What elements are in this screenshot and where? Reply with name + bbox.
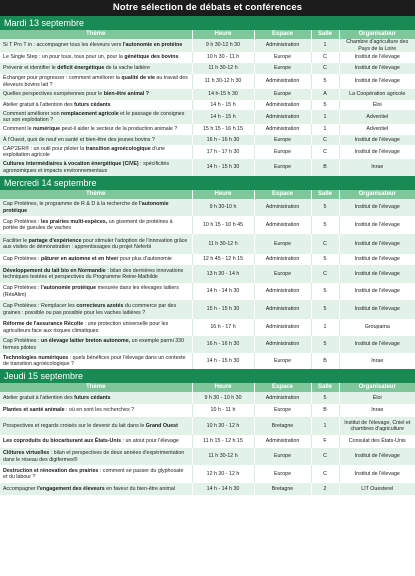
theme-highlight: l'autonomie protéique [3, 201, 169, 214]
session-theme [0, 89, 192, 100]
theme-text-end: : bilan des dernières innovations techniques testées et perspectives du Programme Reine-Mathilde [3, 267, 184, 280]
session-theme [0, 465, 192, 483]
session-theme [0, 283, 192, 300]
theme-highlight: futurs cédants [74, 101, 111, 108]
theme-text-end: : quels bénéfices pour l'élevage dans un contexte de transition agroécologique ? [3, 354, 186, 367]
session-theme [0, 265, 192, 283]
session-space: Europe [254, 448, 311, 465]
session-organizer: La Coopération agricole [339, 89, 415, 100]
session-room: F [311, 435, 339, 448]
session-space: Europe [254, 159, 311, 176]
session-organizer: LIT Ouesterel [339, 483, 415, 495]
session-space: Administration [254, 124, 311, 135]
theme-text: Cap Protéines : [3, 256, 41, 263]
table-row [0, 300, 415, 319]
theme-text: Atelier gratuit à l'attention des [3, 394, 75, 401]
session-space: Europe [254, 145, 311, 159]
col-header-organisateur: Organisateur [339, 190, 415, 199]
session-room: 5 [311, 392, 339, 404]
session-room: 1 [311, 319, 339, 336]
table-row [0, 199, 415, 216]
session-space: Administration [254, 283, 311, 300]
table-header-row [0, 30, 415, 39]
theme-text: Prévenir et identifier le [3, 65, 58, 72]
session-theme [0, 448, 192, 465]
session-theme [0, 435, 192, 448]
col-header-theme: Thème [0, 30, 192, 39]
table-row [0, 216, 415, 234]
theme-text-end: de la vache laitière [104, 65, 150, 72]
col-header-heure: Heure [192, 383, 254, 392]
table-row [0, 89, 415, 100]
theme-text-end: un exemple parmi 330 fermes pilotes [3, 338, 185, 351]
session-room: C [311, 145, 339, 159]
theme-text: Le Single Step : un pour tous, tous pour un, pour la [3, 54, 125, 61]
session-room: 5 [311, 283, 339, 300]
table-row [0, 234, 415, 254]
theme-highlight: les prairies multi-espèces, [40, 218, 108, 225]
session-theme [0, 300, 192, 319]
theme-highlight: numérique [33, 126, 61, 133]
session-table [0, 190, 415, 369]
session-space: Administration [254, 300, 311, 319]
page-title: Notre sélection de débats et conférences [0, 0, 415, 16]
theme-highlight: remplacement agricole [61, 110, 119, 117]
day-heading: Mardi 13 septembre [0, 16, 415, 30]
theme-text: Échanger pour progresser : comment améliorer la [3, 75, 122, 82]
table-row [0, 265, 415, 283]
theme-highlight: Plantes et santé animale [3, 407, 65, 414]
table-row [0, 135, 415, 145]
theme-highlight: Technologies numériques [3, 354, 69, 361]
theme-highlight: correcteurs azotés [76, 303, 124, 310]
theme-highlight: Les coproduits du biocarburant aux États-Unis [3, 438, 122, 445]
table-row [0, 283, 415, 300]
session-time: 14 h - 15 h 30 [192, 159, 254, 176]
session-time: 11 h 30-12 h 30 [192, 74, 254, 89]
table-row [0, 63, 415, 74]
session-time: 14 h - 15 h [192, 100, 254, 110]
theme-text: Quelles perspectives européennes pour le [3, 91, 104, 98]
session-space: Europe [254, 465, 311, 483]
session-room: 5 [311, 74, 339, 89]
session-room: B [311, 159, 339, 176]
table-row [0, 392, 415, 404]
session-organizer: Inrae [339, 404, 415, 417]
col-header-salle: Salle [311, 383, 339, 392]
theme-text-end: en faveur du bien-être animal [104, 485, 176, 492]
session-theme [0, 404, 192, 417]
session-time: 14 h - 14 h 30 [192, 283, 254, 300]
theme-text-end: un gisement de protéines à portée de gueules de vaches [3, 218, 173, 231]
table-row [0, 336, 415, 353]
table-row [0, 404, 415, 417]
session-organizer: Institut de l'élevage [339, 145, 415, 159]
session-space: Europe [254, 404, 311, 417]
session-time: 9 h 30-12 h 30 [192, 39, 254, 52]
session-space: Europe [254, 234, 311, 254]
theme-text: Cap Protéines : [3, 338, 41, 345]
session-room: 5 [311, 100, 339, 110]
theme-highlight: Cultures intermédiaires à vocation énergétique (CIVE) [3, 161, 139, 168]
table-row [0, 483, 415, 495]
theme-text-end: pour plus d'autonomie [118, 256, 172, 263]
theme-text-end: : une protection universelle pour les agriculteurs face aux risques climatiques [3, 321, 169, 334]
session-time: 16 h - 16 h 30 [192, 135, 254, 145]
theme-text: Cap Protéines : [3, 285, 41, 292]
session-time: 10 h - 11 h [192, 404, 254, 417]
col-header-organisateur: Organisateur [339, 383, 415, 392]
session-theme [0, 234, 192, 254]
table-row [0, 52, 415, 63]
session-room: 1 [311, 39, 339, 52]
theme-highlight: partage d'expérience [28, 237, 82, 244]
session-theme [0, 74, 192, 89]
table-row [0, 435, 415, 448]
session-space: Administration [254, 392, 311, 404]
theme-text: CAP'2ER® : un outil pour piloter la [3, 145, 86, 152]
table-row [0, 465, 415, 483]
session-organizer: Adventiel [339, 110, 415, 124]
theme-text-end: au travail des éleveurs bovins lait ? [3, 75, 188, 88]
session-organizer: Institut de l'élevage [339, 63, 415, 74]
session-time: 10 h 30 - 12 h [192, 417, 254, 435]
theme-text: Prospectives et regards croisés sur le devenir du lait dans le [3, 422, 146, 429]
session-time: 15 h 15 - 16 h 15 [192, 124, 254, 135]
theme-highlight: l'autonomie protéique [40, 285, 97, 292]
session-time: 10 h 15 - 10 h 45 [192, 216, 254, 234]
session-organizer: Institut de l'élevage [339, 265, 415, 283]
table-row [0, 110, 415, 124]
session-theme [0, 124, 192, 135]
session-room: 5 [311, 199, 339, 216]
session-space: Administration [254, 216, 311, 234]
theme-text: Cap Protéines : Remplacer les [3, 303, 77, 310]
session-organizer: Institut de l'élevage [339, 234, 415, 254]
theme-text: Faciliter le [3, 237, 29, 244]
session-time: 15 h - 15 h 30 [192, 300, 254, 319]
theme-text: Accompagner [3, 485, 38, 492]
session-time: 9 h 30-10 h [192, 199, 254, 216]
col-header-organisateur: Organisateur [339, 30, 415, 39]
table-row [0, 319, 415, 336]
day-heading: Jeudi 15 septembre [0, 369, 415, 383]
session-room: 5 [311, 254, 339, 265]
session-time: 13 h 30 - 14 h [192, 265, 254, 283]
session-space: Administration [254, 336, 311, 353]
session-organizer: Institut de l'élevage [339, 199, 415, 216]
session-room: 1 [311, 110, 339, 124]
session-space: Europe [254, 89, 311, 100]
session-room: B [311, 404, 339, 417]
session-theme [0, 110, 192, 124]
theme-highlight: déficit énergétique [57, 65, 105, 72]
session-time: 14 h - 14 h 30 [192, 483, 254, 495]
theme-text-end: pour stimuler l'adoption de l'innovation grâce aux visites de démonstration : apprentissages du projet Neferbi [3, 237, 188, 250]
session-theme [0, 135, 192, 145]
col-header-theme: Thème [0, 190, 192, 199]
session-space: Administration [254, 100, 311, 110]
session-time: 9 h 30 - 10 h 30 [192, 392, 254, 404]
session-time: 16 h - 17 h [192, 319, 254, 336]
theme-text: Cap Protéines : [3, 218, 41, 225]
session-organizer: Institut de l'élevage [339, 52, 415, 63]
theme-highlight: transition agroécologique [85, 145, 151, 152]
session-organizer: Inrae [339, 159, 415, 176]
session-room: 5 [311, 300, 339, 319]
theme-text-end: et le passage de consignes sur son exploitation ? [3, 110, 185, 123]
session-organizer: Institut de l'élevage [339, 283, 415, 300]
col-header-espace: Espace [254, 30, 311, 39]
theme-text: Comment améliorer son [3, 110, 61, 117]
session-time: 12 h 30 - 12 h [192, 465, 254, 483]
session-room: 1 [311, 124, 339, 135]
session-room: C [311, 234, 339, 254]
table-row [0, 124, 415, 135]
theme-highlight: futurs cédants [74, 394, 111, 401]
theme-text: Comment le [3, 126, 34, 133]
session-theme [0, 145, 192, 159]
session-space: Administration [254, 74, 311, 89]
session-time: 11 h 30-12 h [192, 448, 254, 465]
session-room: 1 [311, 417, 339, 435]
session-organizer: Inrae [339, 353, 415, 369]
col-header-espace: Espace [254, 383, 311, 392]
session-organizer: Éloi [339, 100, 415, 110]
session-organizer: Institut de l'élevage [339, 300, 415, 319]
session-time: 14 h - 15 h 30 [192, 353, 254, 369]
col-header-salle: Salle [311, 30, 339, 39]
session-space: Europe [254, 52, 311, 63]
session-space: Europe [254, 135, 311, 145]
theme-text-end: mesurée dans les élevages laitiers (RésAlim) [3, 285, 179, 298]
session-room: C [311, 135, 339, 145]
theme-highlight: bien-être animal ? [103, 91, 150, 98]
col-header-espace: Espace [254, 190, 311, 199]
table-row [0, 353, 415, 369]
session-room: 5 [311, 216, 339, 234]
session-space: Europe [254, 63, 311, 74]
session-theme [0, 319, 192, 336]
theme-highlight: Clôtures virtuelles [3, 450, 50, 457]
col-header-salle: Salle [311, 190, 339, 199]
session-space: Administration [254, 435, 311, 448]
session-room: 2 [311, 483, 339, 495]
table-row [0, 145, 415, 159]
table-row [0, 448, 415, 465]
session-organizer: Institut de l'élevage [339, 465, 415, 483]
session-room: C [311, 63, 339, 74]
session-theme [0, 63, 192, 74]
session-time: 16 h - 16 h 30 [192, 336, 254, 353]
session-theme [0, 392, 192, 404]
session-space: Administration [254, 319, 311, 336]
table-row [0, 254, 415, 265]
session-space: Europe [254, 353, 311, 369]
theme-text-end: : comment se passer du glyphosate et du labour ? [3, 467, 184, 480]
session-theme [0, 52, 192, 63]
session-room: C [311, 52, 339, 63]
theme-text-end: : spécificités agronomiques et impacts environnementaux [3, 161, 170, 174]
day-heading: Mercredi 14 septembre [0, 176, 415, 190]
session-organizer: Institut de l'élevage [339, 336, 415, 353]
session-theme [0, 353, 192, 369]
theme-highlight: un élevage laitier breton autonome, [40, 338, 131, 345]
session-theme [0, 159, 192, 176]
session-room: C [311, 265, 339, 283]
session-organizer: Institut de l'élevage [339, 135, 415, 145]
col-header-heure: Heure [192, 30, 254, 39]
session-time: 11 h 30-12 h [192, 234, 254, 254]
theme-text-end: : un atout pour l'élevage [121, 438, 179, 445]
session-time: 14 h-15 h 30 [192, 89, 254, 100]
session-time: 17 h - 17 h 30 [192, 145, 254, 159]
session-organizer: Adventiel [339, 124, 415, 135]
theme-highlight: génétique des bovins [124, 54, 179, 61]
session-room: B [311, 353, 339, 369]
session-theme [0, 417, 192, 435]
session-space: Administration [254, 254, 311, 265]
theme-highlight: Développement du lait bio en Normandie [3, 267, 106, 274]
session-organizer: Consulat des États-Unis [339, 435, 415, 448]
col-header-theme: Thème [0, 383, 192, 392]
session-time: 14 h - 15 h [192, 110, 254, 124]
session-organizer: Groupama [339, 319, 415, 336]
session-room: C [311, 465, 339, 483]
session-organizer: Institut de l'élevage [339, 74, 415, 89]
table-row [0, 74, 415, 89]
session-time: 11 h 15 - 12 h 15 [192, 435, 254, 448]
session-organizer: Institut de l'élevage [339, 216, 415, 234]
theme-text: Atelier gratuit à l'attention des [3, 101, 75, 108]
theme-text: Si T Pro T in : accompagner tous les éleveurs vers [3, 42, 123, 49]
theme-highlight: pâturer en automne et en hiver [40, 256, 119, 263]
session-room: A [311, 89, 339, 100]
session-theme [0, 39, 192, 52]
table-header-row [0, 383, 415, 392]
session-table [0, 30, 415, 176]
session-organizer: Chambre d'agriculture des Pays de la Loire [339, 39, 415, 52]
theme-highlight: Grand Ouest [145, 422, 178, 429]
theme-highlight: Réforme de l'assurance Récolte [3, 321, 84, 328]
session-space: Bretagne [254, 417, 311, 435]
session-theme [0, 254, 192, 265]
session-time: 12 h 45 - 12 h 15 [192, 254, 254, 265]
session-table [0, 383, 415, 495]
session-theme [0, 336, 192, 353]
theme-highlight: qualité de vie [121, 75, 155, 82]
session-theme [0, 483, 192, 495]
session-space: Bretagne [254, 483, 311, 495]
theme-text-end: du commerce par des graines : possible ou pas possible pour les vaches laitières ? [3, 303, 177, 316]
session-space: Administration [254, 199, 311, 216]
table-row [0, 100, 415, 110]
session-space: Administration [254, 110, 311, 124]
session-room: C [311, 448, 339, 465]
session-organizer: Institut de l'élevage [339, 254, 415, 265]
theme-text: À l'Ouest, quoi de neuf en santé et bien-être des jeunes bovins ? [3, 136, 155, 143]
session-organizer: Institut de l'élevage [339, 448, 415, 465]
table-row [0, 159, 415, 176]
session-theme [0, 199, 192, 216]
session-theme [0, 100, 192, 110]
session-space: Europe [254, 265, 311, 283]
theme-highlight: Destruction et rénovation des prairies [3, 467, 99, 474]
theme-text-end: : bilan et perspectives de deux années d'expérimentation dans le réseau des digifermes® [3, 450, 185, 463]
table-header-row [0, 190, 415, 199]
theme-text-end: d'une exploitation agricole [3, 145, 165, 158]
col-header-heure: Heure [192, 190, 254, 199]
session-organizer: Éloi [339, 392, 415, 404]
session-time: 11 h 30-12 h [192, 63, 254, 74]
session-organizer: Institut de l'élevage, Cniel et chambres d'agriculture [339, 417, 415, 435]
session-time: 10 h 30 - 11 h [192, 52, 254, 63]
schedule [0, 16, 415, 495]
session-room: 5 [311, 336, 339, 353]
theme-highlight: l'engagement des éleveurs [37, 485, 105, 492]
theme-highlight: l'autonomie en protéine [122, 42, 183, 49]
theme-text-end: peut-il aider le secteur de la production animale ? [60, 126, 178, 133]
table-row [0, 39, 415, 52]
theme-text: Cap Protéines, le programme de R & D à la recherche de [3, 201, 140, 208]
table-row [0, 417, 415, 435]
session-theme [0, 216, 192, 234]
session-space: Administration [254, 39, 311, 52]
theme-text-end: : où en sont les recherches ? [64, 407, 135, 414]
